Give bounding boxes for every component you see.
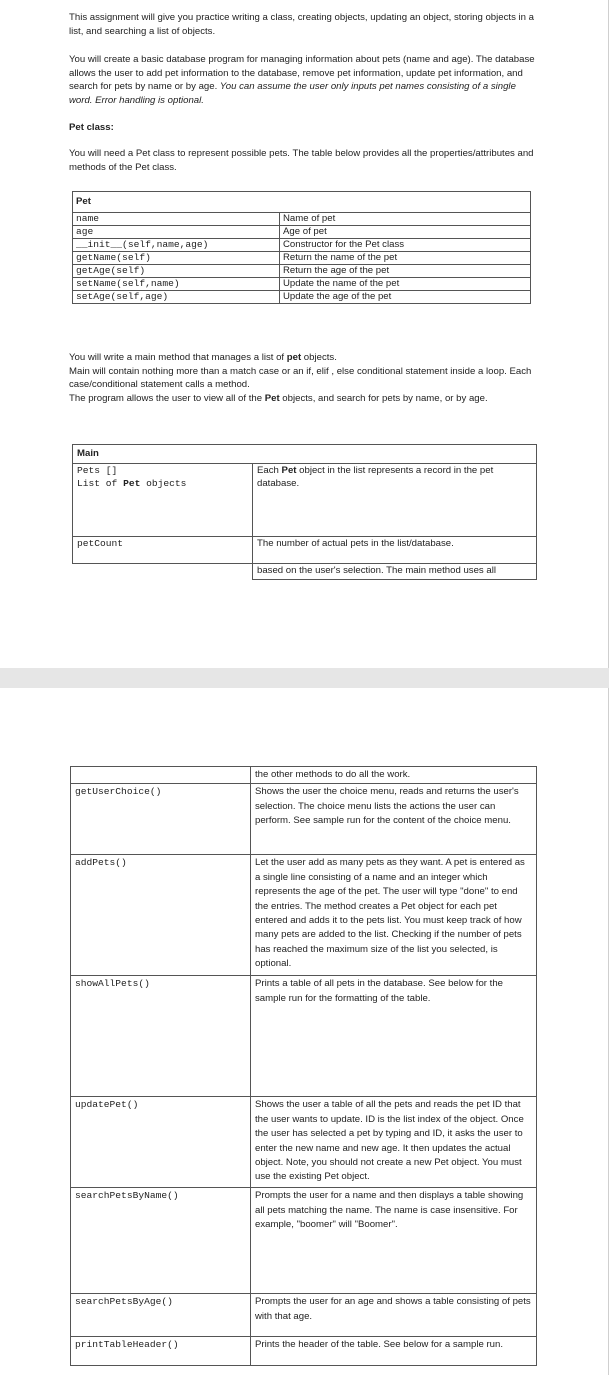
method-name: searchPetsByName() <box>71 1188 251 1294</box>
method-description: Prompts the user for a name and then displays a table showing all pets matching the name. The name is case insensitive. For example, "boomer" will "Boomer". <box>251 1188 537 1294</box>
table-row <box>71 1188 537 1294</box>
method-description: Prints a table of all pets in the database. See below for the sample run for the formatting of the table. <box>251 976 537 1097</box>
table-row <box>71 767 537 784</box>
partial-description-cell: based on the user's selection. The main method uses all <box>253 564 537 580</box>
main-table <box>72 444 537 580</box>
pets-member-line2-b: objects <box>140 477 187 489</box>
document-page-1 <box>0 0 609 668</box>
blank-member-cell <box>73 564 253 580</box>
method-name: searchPetsByAge() <box>71 1294 251 1337</box>
pets-member-cell <box>73 464 253 537</box>
pet-member-description: Age of pet <box>280 226 531 239</box>
main-intro-paragraph <box>69 351 539 405</box>
blank-member-cell <box>71 767 251 784</box>
table-row <box>73 564 537 580</box>
table-row <box>71 1294 537 1337</box>
pet-class-heading: Pet class: <box>69 122 114 133</box>
method-name: getUserChoice() <box>71 784 251 855</box>
table-row <box>73 278 531 291</box>
pet-member: setName(self,name) <box>73 278 280 291</box>
main-intro-line3-bold: Pet <box>264 392 280 404</box>
pet-member-description: Return the name of the pet <box>280 252 531 265</box>
pet-member: age <box>73 226 280 239</box>
method-name: addPets() <box>71 855 251 976</box>
pet-class-table <box>72 191 531 304</box>
pets-member-line2-a: List of <box>77 477 124 489</box>
pet-member-description: Update the age of the pet <box>280 291 531 304</box>
pets-member-line2-bold: Pet <box>123 477 141 489</box>
table-row <box>73 291 531 304</box>
intro-paragraph-1: This assignment will give you practice writing a class, creating objects, updating an object, storing objects in a list, and searching a list of objects. <box>69 12 534 37</box>
main-intro-line3-b: objects, and search for pets by name, or by age. <box>279 392 488 404</box>
method-description: Shows the user a table of all the pets and reads the pet ID that the user wants to update. ID is the list index of the object. Once the user has selected a pet by typing and ID, it asks the user to enter the new name and new age. It then updates the actual object. Note, you should not create a new Pet object. You must use the existing Pet object. <box>251 1097 537 1188</box>
table-row <box>73 239 531 252</box>
continued-description-cell: the other methods to do all the work. <box>251 767 537 784</box>
table-row <box>71 784 537 855</box>
pet-member-description: Return the age of the pet <box>280 265 531 278</box>
table-row <box>73 537 537 564</box>
method-description: Prints the header of the table. See below for a sample run. <box>251 1337 537 1366</box>
main-intro-line1 <box>69 352 337 363</box>
method-description: Shows the user the choice menu, reads and returns the user's selection. The choice menu lists the actions the user can perform. See sample run for the content of the choice menu. <box>251 784 537 855</box>
pet-member: name <box>73 213 280 226</box>
pet-member-description: Constructor for the Pet class <box>280 239 531 252</box>
main-intro-line3-a: The program allows the user to view all of the <box>69 392 265 404</box>
table-row <box>71 855 537 976</box>
pets-description-cell <box>253 464 537 537</box>
intro-paragraph-2-text: You will create a basic database program for managing information about pets (name and age). The database allows the user to add pet information to the database, remove pet information, update pet information, and search for pets by name or by age. <box>69 54 535 93</box>
pet-member: getAge(self) <box>73 265 280 278</box>
pet-member: getName(self) <box>73 252 280 265</box>
table-row <box>71 976 537 1097</box>
pets-desc-a: Each <box>257 465 282 476</box>
method-name: updatePet() <box>71 1097 251 1188</box>
pet-member: __init__(self,name,age) <box>73 239 280 252</box>
petcount-member-cell: petCount <box>73 537 253 564</box>
method-name: showAllPets() <box>71 976 251 1097</box>
method-description: Prompts the user for an age and shows a table consisting of pets with that age. <box>251 1294 537 1337</box>
intro-paragraph-2 <box>69 53 539 107</box>
main-intro-line1-a: You will write a main method that manages a list of <box>69 352 287 363</box>
main-intro-line3 <box>69 393 488 404</box>
table-row <box>71 1097 537 1188</box>
table-row <box>71 1337 537 1366</box>
pet-member-description: Name of pet <box>280 213 531 226</box>
main-intro-line1-b: objects. <box>301 352 337 363</box>
intro-paragraph-2-italic: You can assume the user only inputs pet names consisting of a single word. Error handling is optional. <box>69 81 516 106</box>
method-description: Let the user add as many pets as they want. A pet is entered as a single line consisting of a name and an integer which represents the age of the pet. The user will type "done" to end the entries. The method creates a Pet object for each pet entered and adds it to the pets list. You must keep track of how many pets are added to the list. Checking if the number of pets has reached the maximum size of the list you selected, is optional. <box>251 855 537 976</box>
main-intro-line1-bold: pet <box>286 352 302 363</box>
method-name: printTableHeader() <box>71 1337 251 1366</box>
pet-member: setAge(self,age) <box>73 291 280 304</box>
main-table-title: Main <box>73 445 537 464</box>
table-row <box>73 226 531 239</box>
table-row <box>73 252 531 265</box>
table-row <box>73 464 537 537</box>
table-row <box>73 265 531 278</box>
main-intro-line2: Main will contain nothing more than a match case or an if, elif , else conditional statement inside a loop. Each case/conditional statement calls a method. <box>69 365 532 391</box>
page-separator <box>0 668 609 688</box>
pet-member-description: Update the name of the pet <box>280 278 531 291</box>
main-methods-table-continued <box>70 766 537 1366</box>
table-row <box>73 213 531 226</box>
pets-desc-bold: Pet <box>281 465 297 476</box>
pets-member-line1: Pets [] <box>77 465 118 476</box>
pet-class-paragraph: You will need a Pet class to represent possible pets. The table below provides all the properties/attributes and methods of the Pet class. <box>69 148 534 173</box>
petcount-description-cell: The number of actual pets in the list/database. <box>253 537 537 564</box>
pet-table-title: Pet <box>73 192 531 213</box>
pets-desc-b: object in the list represents a record in the pet database. <box>257 465 494 489</box>
